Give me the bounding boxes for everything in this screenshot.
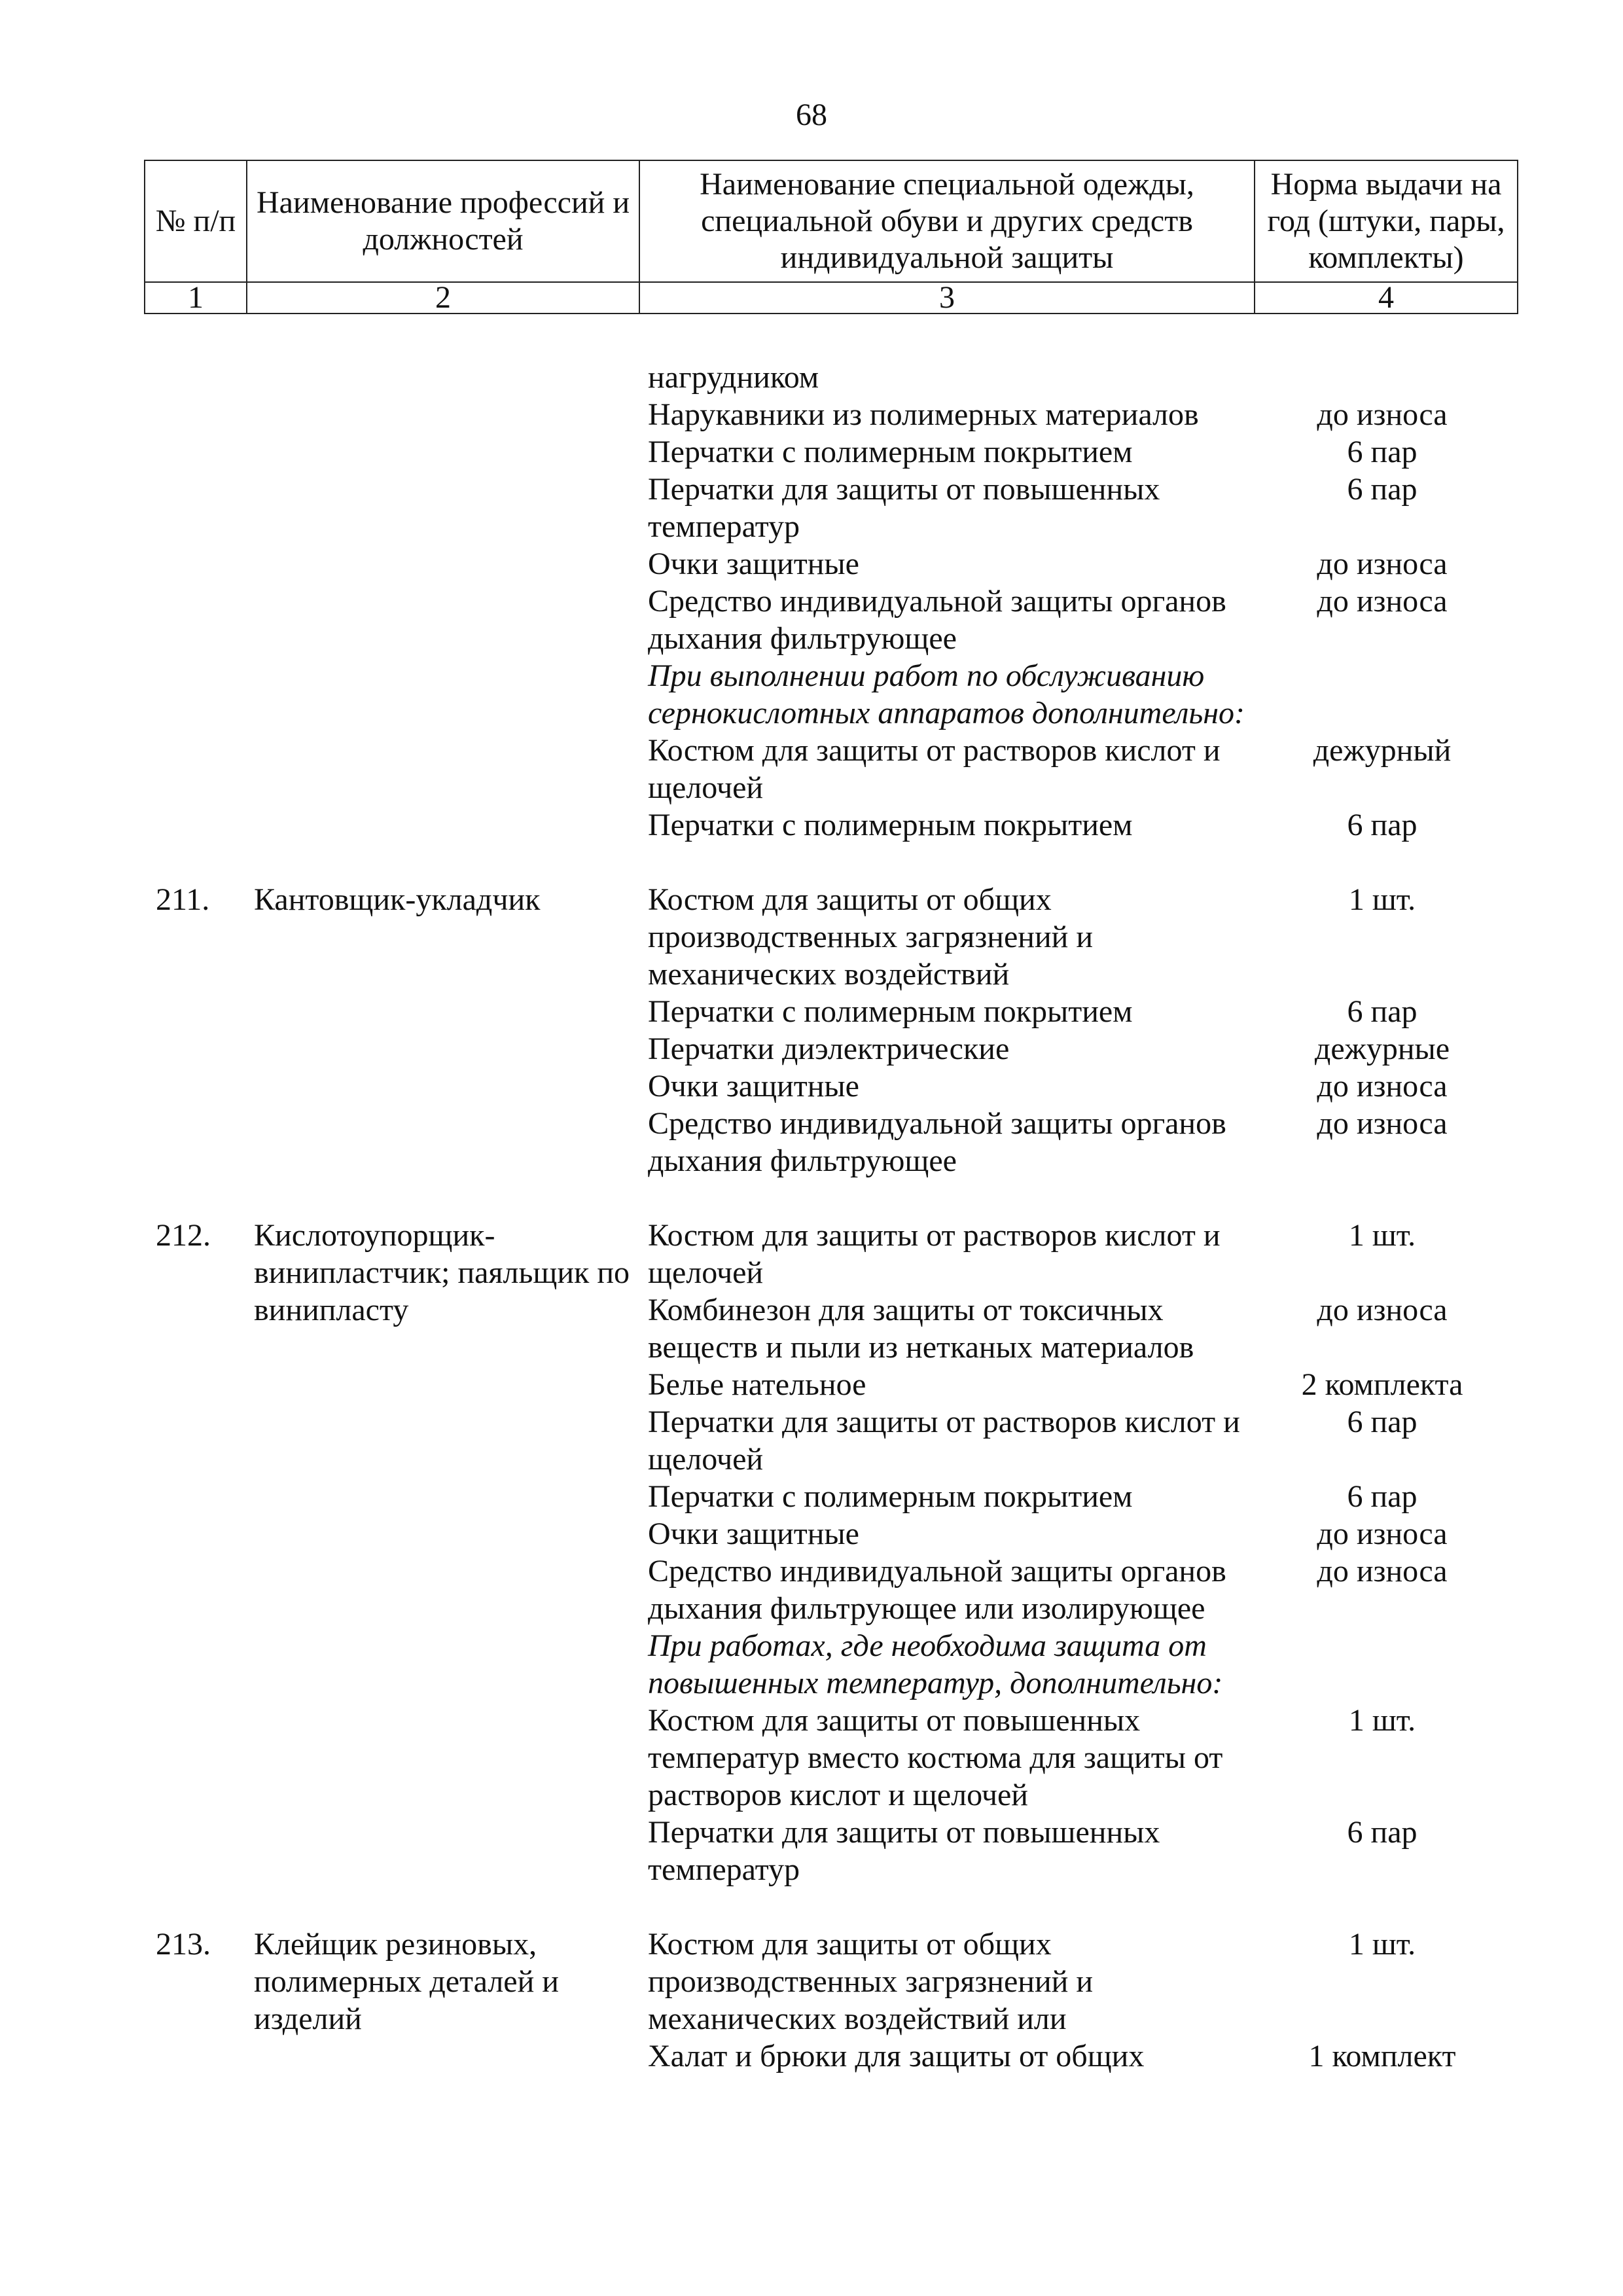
entry-items	[639, 881, 1517, 1179]
ppe-norm: 6 пар	[1347, 1405, 1418, 1439]
entry-profession: Кантовщик-укладчик	[254, 882, 541, 917]
ppe-norm: дежурный	[1313, 733, 1452, 768]
ppe-norm: дежурные	[1314, 1031, 1450, 1066]
ppe-note	[639, 1627, 1517, 1702]
ppe-norm: 1 шт.	[1348, 1218, 1416, 1253]
header-num-1: 1	[145, 282, 247, 314]
ppe-item	[639, 359, 1517, 396]
ppe-norm: до износа	[1317, 1554, 1448, 1588]
entry-number: 212.	[156, 1218, 211, 1253]
ppe-name: Халат и брюки для защиты от общих	[648, 2039, 1145, 2073]
ppe-item	[639, 1105, 1517, 1179]
ppe-norm: 6 пар	[1347, 994, 1418, 1029]
ppe-item	[639, 732, 1517, 806]
header-col-ppe: Наименование специальной одежды, специальной обуви и других средств индивидуальной защиты	[639, 160, 1255, 282]
ppe-norm: 6 пар	[1347, 472, 1418, 507]
ppe-norm: до износа	[1317, 547, 1448, 581]
header-num-2: 2	[247, 282, 639, 314]
ppe-norm: 1 шт.	[1348, 882, 1416, 917]
ppe-item	[639, 993, 1517, 1030]
ppe-name: Перчатки для защиты от растворов кислот и щелочей	[648, 1405, 1240, 1477]
ppe-note-text: При работах, где необходима защита от повышенных температур, дополнительно:	[648, 1628, 1223, 1700]
ppe-name: Перчатки для защиты от повышенных температур	[648, 1815, 1160, 1887]
entry-continued	[144, 359, 1517, 844]
ppe-norm: 1 комплект	[1308, 2039, 1456, 2073]
ppe-name: Костюм для защиты от растворов кислот и щелочей	[648, 733, 1221, 805]
ppe-item	[639, 471, 1517, 545]
ppe-norm: до износа	[1317, 397, 1448, 432]
header-num-4: 4	[1255, 282, 1518, 314]
ppe-name: Костюм для защиты от растворов кислот и щелочей	[648, 1218, 1221, 1290]
ppe-item	[639, 1403, 1517, 1478]
ppe-norm: 6 пар	[1347, 1479, 1418, 1514]
ppe-norm: 2 комплекта	[1301, 1367, 1463, 1402]
entry-profession: Клейщик резиновых, полимерных деталей и изделий	[254, 1927, 559, 2036]
ppe-norm	[1247, 1627, 1517, 1702]
ppe-norm: 6 пар	[1347, 808, 1418, 842]
ppe-item	[639, 433, 1517, 471]
ppe-norm: до износа	[1317, 1516, 1448, 1551]
ppe-name: нагрудником	[648, 360, 819, 395]
ppe-item	[639, 1552, 1517, 1627]
ppe-norm	[1247, 359, 1517, 396]
ppe-item	[639, 1291, 1517, 1366]
entry-211	[144, 881, 1517, 1179]
ppe-item	[639, 1926, 1517, 2037]
entry-number: 211.	[156, 882, 210, 917]
ppe-norm: 1 шт.	[1348, 1703, 1416, 1738]
ppe-name: Перчатки с полимерным покрытием	[648, 994, 1133, 1029]
entry-items	[639, 1926, 1517, 2075]
entry-212	[144, 1217, 1517, 1888]
ppe-name: Средство индивидуальной защиты органов дыхания фильтрующее или изолирующее	[648, 1554, 1226, 1626]
ppe-item	[639, 1030, 1517, 1067]
ppe-name: Средство индивидуальной защиты органов дыхания фильтрующее	[648, 584, 1226, 656]
ppe-norm: 6 пар	[1347, 435, 1418, 469]
ppe-item	[639, 881, 1517, 993]
ppe-name: Комбинезон для защиты от токсичных веществ и пыли из нетканых материалов	[648, 1293, 1194, 1365]
ppe-norm: 6 пар	[1347, 1815, 1418, 1850]
ppe-note-text: При выполнении работ по обслуживанию сернокислотных аппаратов дополнительно:	[648, 658, 1245, 730]
ppe-name: Нарукавники из полимерных материалов	[648, 397, 1199, 432]
ppe-name: Костюм для защиты от общих производственных загрязнений и механических воздействий	[648, 882, 1094, 992]
header-num-3: 3	[639, 282, 1255, 314]
ppe-item	[639, 1217, 1517, 1291]
ppe-item	[639, 806, 1517, 844]
page-number: 68	[796, 98, 827, 132]
entry-items	[639, 1217, 1517, 1888]
ppe-norm: до износа	[1317, 1106, 1448, 1141]
ppe-norm: до износа	[1317, 1293, 1448, 1327]
header-col-profession: Наименование профессий и должностей	[247, 160, 639, 282]
ppe-item	[639, 545, 1517, 583]
ppe-item	[639, 1067, 1517, 1105]
ppe-item	[639, 1814, 1517, 1888]
entry-profession: Кислотоупорщик-винипластчик; паяльщик по винипласту	[254, 1218, 630, 1327]
ppe-name: Костюм для защиты от общих производственных загрязнений и механических воздействий или	[648, 1927, 1094, 2036]
ppe-name: Очки защитные	[648, 547, 859, 581]
ppe-name: Костюм для защиты от повышенных температур вместо костюма для защиты от растворов кислот и щелочей	[648, 1703, 1223, 1812]
entry-profession	[246, 359, 639, 844]
ppe-item	[639, 583, 1517, 657]
table-header	[144, 160, 1518, 314]
ppe-item	[639, 2037, 1517, 2075]
ppe-item	[639, 396, 1517, 433]
entry-number: 213.	[156, 1927, 211, 1962]
ppe-note	[639, 657, 1517, 732]
ppe-norm: до износа	[1317, 584, 1448, 619]
ppe-name: Перчатки с полимерным покрытием	[648, 1479, 1133, 1514]
header-numbering-row	[145, 282, 1518, 314]
ppe-item	[639, 1366, 1517, 1403]
ppe-name: Белье нательное	[648, 1367, 866, 1402]
ppe-name: Перчатки диэлектрические	[648, 1031, 1010, 1066]
header-col-norm: Норма выдачи на год (штуки, пары, комплекты)	[1255, 160, 1518, 282]
table-body	[144, 359, 1517, 2075]
header-col-number: № п/п	[145, 160, 247, 282]
ppe-name: Перчатки с полимерным покрытием	[648, 808, 1133, 842]
ppe-item	[639, 1702, 1517, 1814]
ppe-name: Перчатки с полимерным покрытием	[648, 435, 1133, 469]
ppe-name: Перчатки для защиты от повышенных температур	[648, 472, 1160, 544]
ppe-item	[639, 1478, 1517, 1515]
ppe-name: Очки защитные	[648, 1516, 859, 1551]
entry-213	[144, 1926, 1517, 2075]
ppe-name: Очки защитные	[648, 1069, 859, 1103]
entry-items	[639, 359, 1517, 844]
entry-number	[144, 359, 246, 844]
ppe-name: Средство индивидуальной защиты органов дыхания фильтрующее	[648, 1106, 1226, 1178]
ppe-norm: до износа	[1317, 1069, 1448, 1103]
ppe-norm: 1 шт.	[1348, 1927, 1416, 1962]
ppe-item	[639, 1515, 1517, 1552]
ppe-norm	[1247, 657, 1517, 732]
header-row	[145, 160, 1518, 282]
